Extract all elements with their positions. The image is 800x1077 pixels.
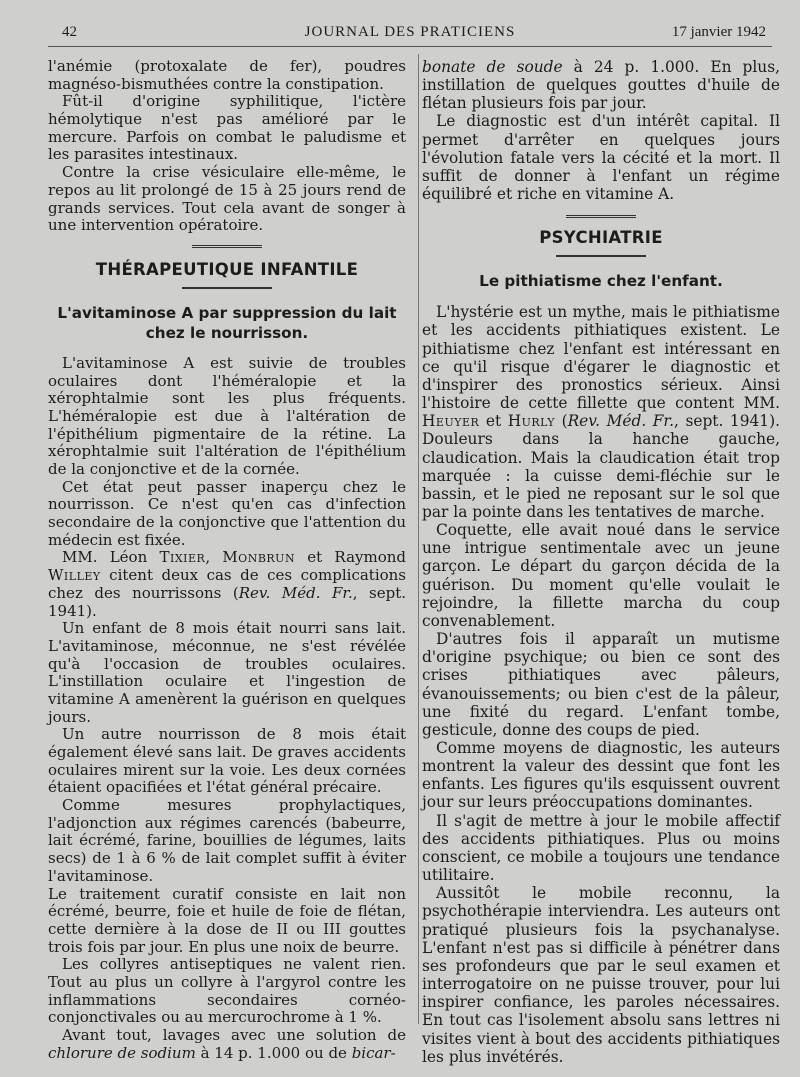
article-paragraph-5: Il s'agit de mettre à jour le mobile affectif des accidents pithiatiques. Plus ou moins conscient, ce mobile a toujours une tendance utilitaire. (422, 811, 780, 885)
article-paragraph-3: MM. Léon Tixier, Monbrun et Raymond Willey citent deux cas de ces complications chez des nourrissons (Rev. Méd. Fr., sept. 1941). (48, 548, 407, 620)
article-title: L'avitaminose A par suppression du lait chez le nourrisson. (57, 303, 397, 342)
intro-paragraph-3: Contre la crise vésiculaire elle-même, le repos au lit prolongé de 15 à 25 jours rend de grands services. Tout cela avant de songer à une intervention opératoire. (48, 163, 406, 235)
journal-reference: Rev. Méd. Fr. (238, 583, 353, 602)
section-underline (556, 255, 646, 257)
article-paragraph-8: Les collyres antiseptiques ne valent rien. Tout au plus un collyre à l'argyrol contre les inflammations secondaires cornéo-conjonctivales ou au mercurochrome à 1 %. (48, 955, 406, 1027)
column-divider (418, 54, 419, 1024)
article-paragraph-1: L'avitaminose A est suivie de troubles oculaires dont l'héméralopie et la xérophtalmie sont les plus fréquents. L'héméralopie est due à l'altération de l'épithélium pigmentaire de la rétine. La xérophtalmie suit l'altération de l'épithélium de la conjonctive et de la cornée. (48, 353, 406, 478)
article-paragraph-4: Comme moyens de diagnostic, les auteurs montrent la valeur des dessint que font les enfants. Les figures qu'ils esquissent ouvrent jour sur leurs préoccupations dominantes. (422, 739, 780, 812)
article-paragraph-7: Le traitement curatif consiste en lait non écrémé, beurre, foie et huile de foie de flétan, cette dernière à la dose de II ou III gouttes trois fois par jour. En plus une noix de beurre. (48, 884, 406, 956)
section-title: THÉRAPEUTIQUE INFANTILE (95, 259, 359, 279)
section-title: PSYCHIATRIE (539, 228, 663, 248)
issue-date: 17 janvier 1942 (671, 24, 766, 40)
article-paragraph-6: Comme mesures prophylactiques, l'adjonction aux régimes carencés (babeurre, lait écrémé, farine, bouillies de légumes, laits secs) de 1 à 6 % de lait complet suffit à éviter l'avitaminose. (48, 796, 406, 885)
article-paragraph-1: L'hystérie est un mythe, mais le pithiatisme et les accidents pithiatiques existent. Le pithiatisme chez l'enfant est intéressant en ce qu'il risque d'égarer le diagnostic et d'inspirer des pronostics sérieux. Ainsi l'histoire de cette fillette que content MM. Heuyer et Hurly (Rev. Méd. Fr., sept. 1941). Douleurs dans la hanche gauche, claudication. Mais la claudication était trop marquée : la cuisse demi-fléchie sur le bassin, et le pied ne reposant sur le sol que par la pointe dans les tentatives de marche. (422, 303, 780, 521)
article-paragraph-2: Cet état peut passer inaperçu chez le nourrisson. Ce n'est qu'en cas d'infection secondaire de la conjonctive que l'attention du médecin est fixée. (48, 477, 406, 549)
section-divider (192, 245, 262, 248)
author-name: Hurly (507, 412, 556, 431)
journal-reference: Rev. Méd. Fr. (567, 412, 674, 431)
author-name: Tixier (159, 548, 206, 567)
intro-paragraph-2: Fût-il d'origine syphilitique, l'ictère hémolytique n'est pas amélioré par le mercure. Parfois on combat le paludisme et les parasites intestinaux. (48, 92, 406, 164)
author-name: Willey (48, 566, 101, 585)
author-name: Monbrun (222, 548, 296, 567)
article-paragraph-2: Coquette, elle avait noué dans le service une intrigue sentimentale avec un jeune garçon. Le départ du garçon décida de la guérison. Du moment qu'elle voulait le rejoindre, la fillette marcha du coup convenablement. (422, 521, 780, 630)
diagnosis-paragraph: Le diagnostic est d'un intérêt capital. Il permet d'arrêter en quelques jours l'évolution fatale vers la cécité et la mort. Il suffit de donner à l'enfant un régime équilibré et riche en vitamine A. (422, 112, 780, 204)
intro-paragraph-1: l'anémie (protoxalate de fer), poudres magnéso-bismuthées contre la constipation. (48, 57, 406, 93)
page-number: 42 (62, 24, 77, 40)
article-paragraph-5: Un autre nourrisson de 8 mois était également élevé sans lait. De graves accidents oculaires mirent sur la voie. Les deux cornées étaient opacifiées et l'état général précaire. (48, 725, 406, 797)
article-paragraph-3: D'autres fois il apparaît un mutisme d'origine psychique; ou bien ce sont des crises pithiatiques avec pâleurs, évanouissements; ou bien c'est de la pâleur, une fixité du regard. L'enfant tombe, gesticule, donne des coups de pied. (422, 630, 780, 739)
left-column (48, 58, 406, 1062)
article-title: Le pithiatisme chez l'enfant. (479, 272, 723, 291)
right-column (422, 58, 780, 1066)
section-underline (182, 287, 272, 289)
running-header (48, 22, 772, 47)
section-divider (566, 215, 636, 218)
author-name: Heuyer (422, 412, 480, 431)
continued-paragraph: bonate de soude à 24 p. 1.000. En plus, instillation de quelques gouttes d'huile de flétan plusieurs fois par jour. (422, 58, 781, 113)
article-paragraph-6: Aussitôt le mobile reconnu, la psychothérapie interviendra. Les auteurs ont pratiqué plusieurs fois la psychanalyse. L'enfant n'est pas si difficile à pénétrer dans ses profondeurs que par le seul examen et interrogatoire on ne puisse trouver, pour lui inspirer confiance, les paroles nécessaires. En tout cas l'isolement absolu sans lettres ni visites vient à bout des accidents pithiatiques les plus invétérés. (422, 884, 780, 1066)
journal-title: JOURNAL DES PRATICIENS (304, 24, 516, 40)
article-paragraph-9: Avant tout, lavages avec une solution de chlorure de sodium à 14 p. 1.000 ou de bicar- (48, 1026, 406, 1062)
article-paragraph-4: Un enfant de 8 mois était nourri sans lait. L'avitaminose, méconnue, ne s'est révélée qu'à l'occasion de troubles oculaires. L'instillation oculaire et l'ingestion de vitamine A amenèrent la guérison en quelques jours. (48, 619, 406, 726)
